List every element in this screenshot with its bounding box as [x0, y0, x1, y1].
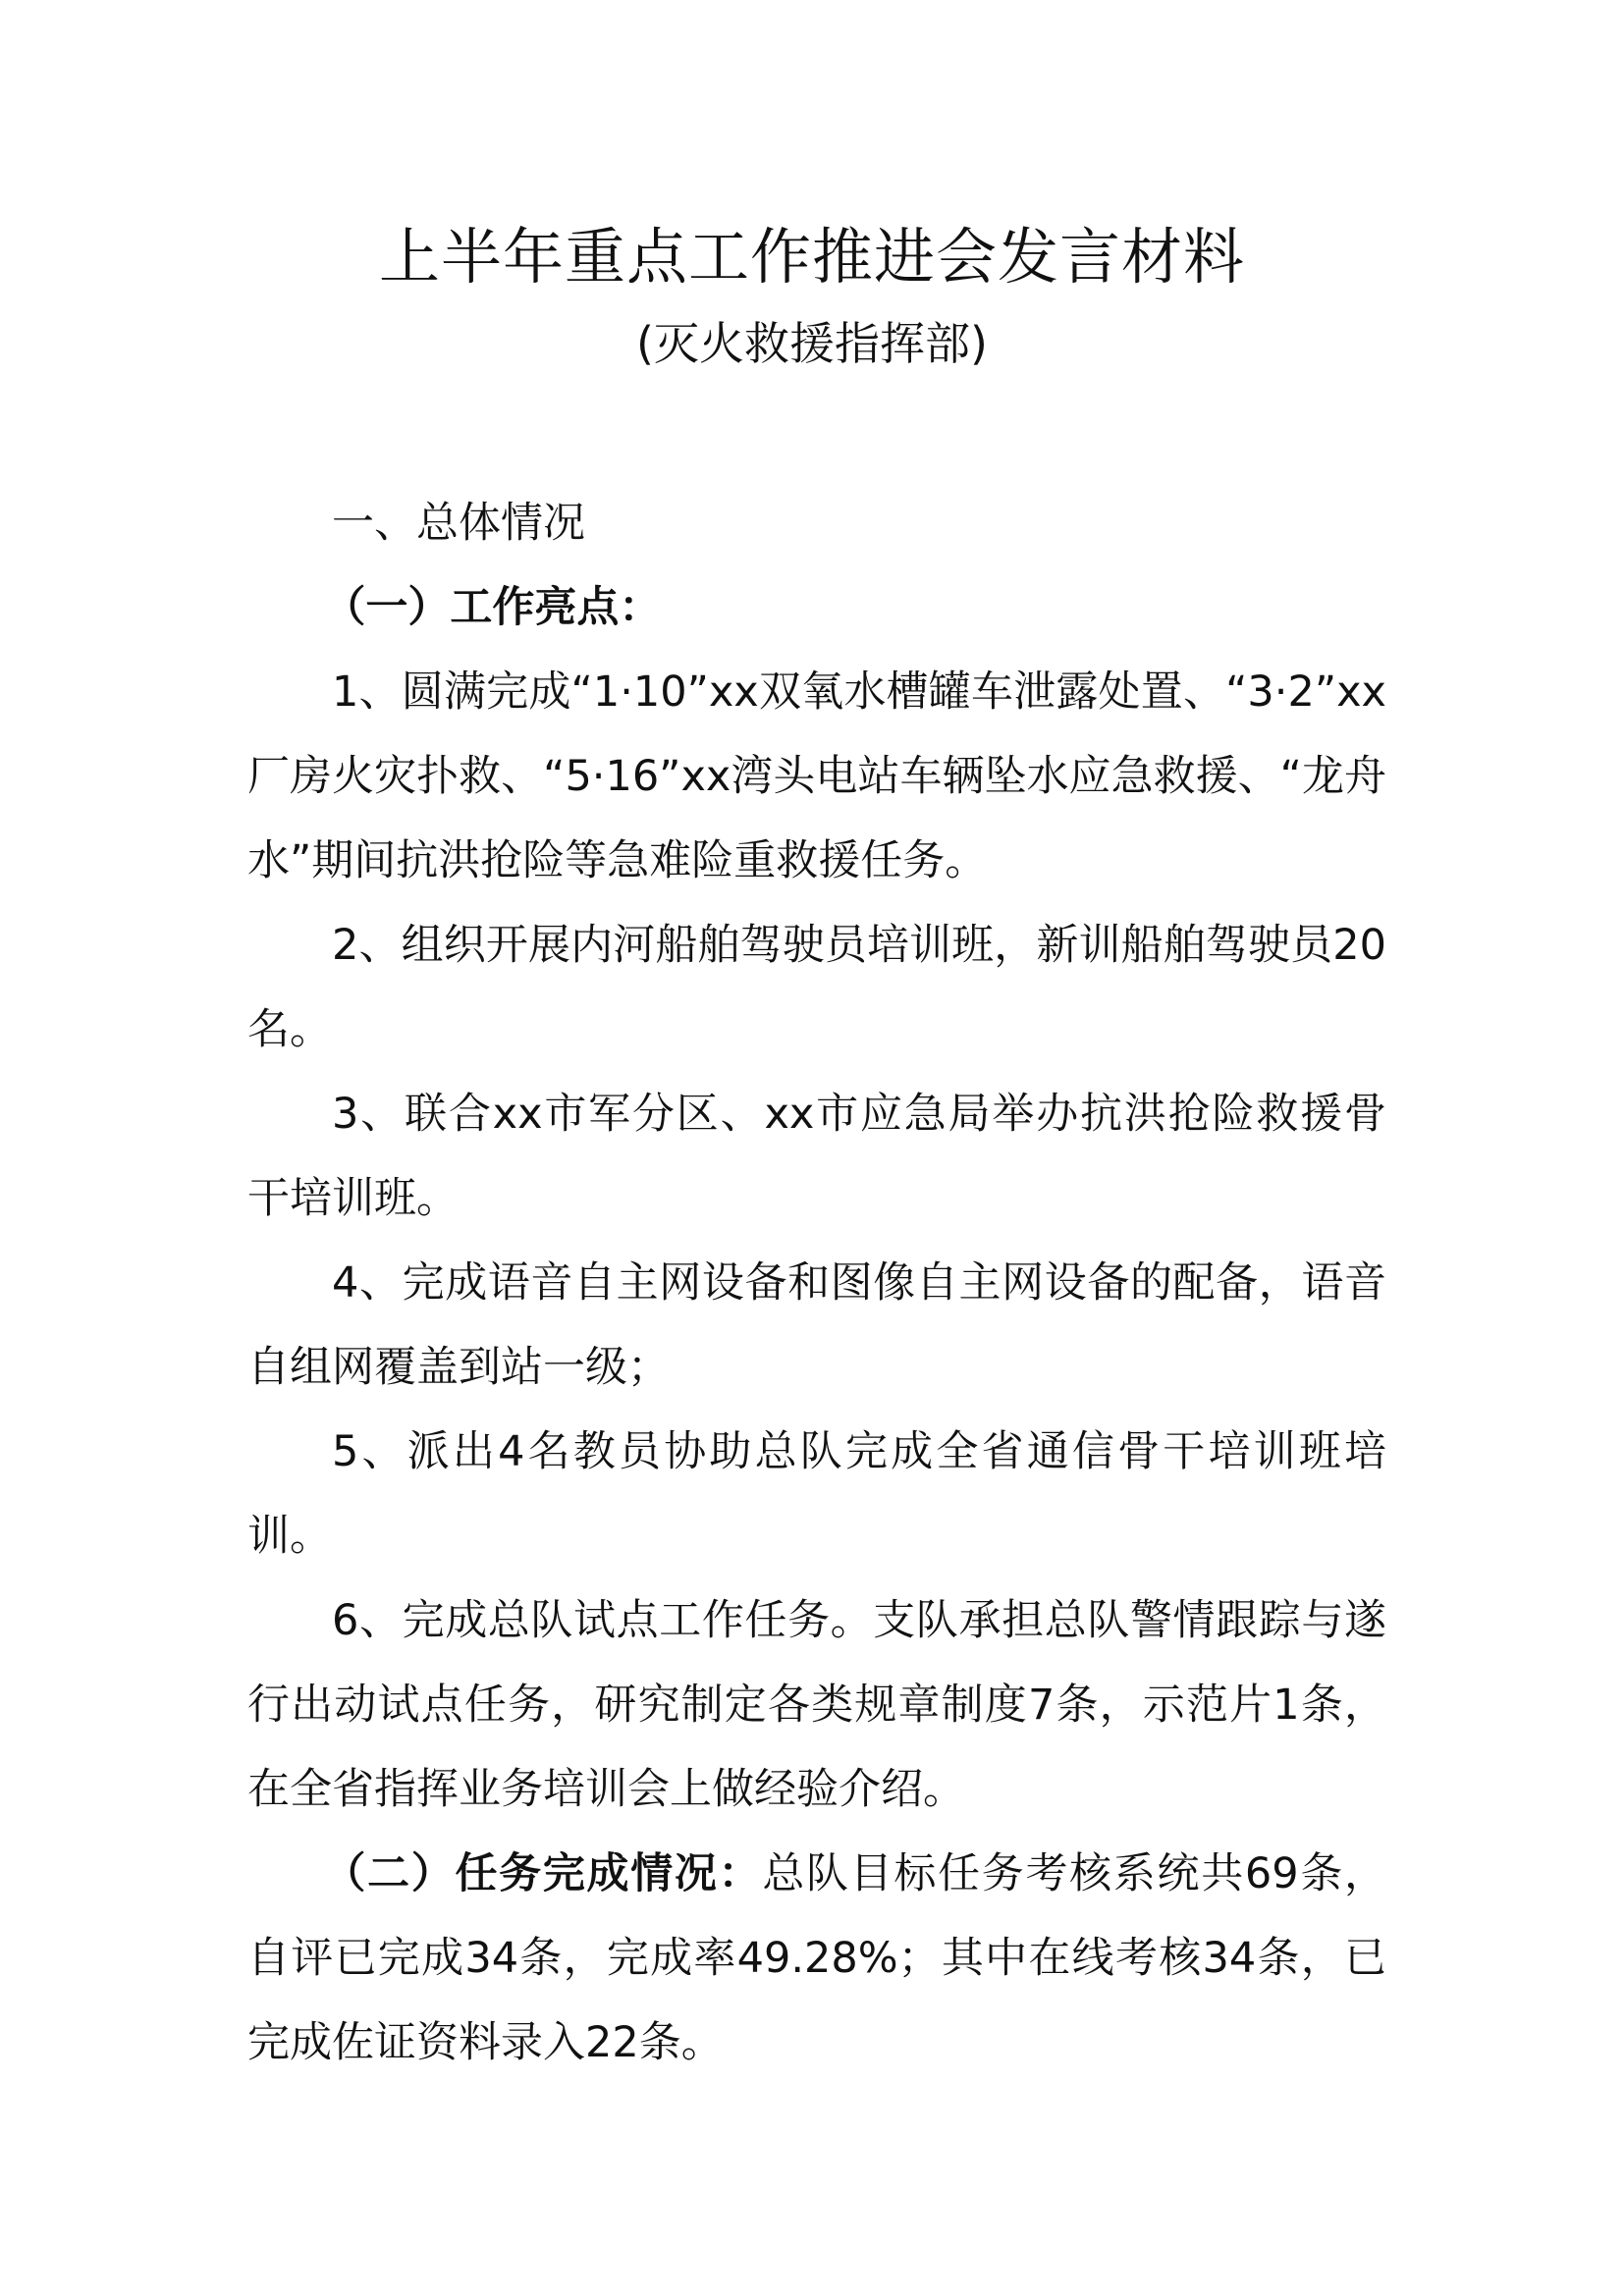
list-item: 4、完成语音自主网设备和图像自主网设备的配备，语音自组网覆盖到站一级； — [247, 1258, 1386, 1392]
subsection-task-completion — [247, 1832, 1386, 2085]
list-item: 2、组织开展内河船舶驾驶员培训班，新训船舶驾驶员20名。 — [247, 921, 1386, 1054]
task-completion-text: 总队目标任务考核系统共69条，自评已完成34条，完成率49.28%；其中在线考核34条，已完成佐证资料录入22条。 — [247, 1849, 1387, 2067]
document-body — [247, 481, 1386, 2085]
list-item: 1、圆满完成“1·10”xx双氧水槽罐车泄露处置、“3·2”xx厂房火灾扑救、“5·16”xx湾头电站车辆坠水应急救援、“龙舟水”期间抗洪抢险等急难险重救援任务。 — [247, 667, 1386, 885]
list-item: 3、联合xx市军分区、xx市应急局举办抗洪抢险救援骨干培训班。 — [247, 1090, 1386, 1223]
document-subtitle: (灭火救援指挥部) — [636, 317, 988, 370]
subsection-heading-highlights: （一）工作亮点： — [323, 583, 662, 632]
list-item: 6、完成总队试点工作任务。支队承担总队警情跟踪与遂行出动试点任务，研究制定各类规章制度7条，示范片1条，在全省指挥业务培训会上做经验介绍。 — [247, 1596, 1386, 1814]
section-heading-overall: 一、总体情况 — [332, 499, 585, 548]
document-title: 上半年重点工作推进会发言材料 — [378, 221, 1245, 293]
list-item: 5、派出4名教员协助总队完成全省通信骨干培训班培训。 — [247, 1427, 1386, 1561]
subsection-heading-task-completion: （二）任务完成情况： — [323, 1849, 763, 1898]
